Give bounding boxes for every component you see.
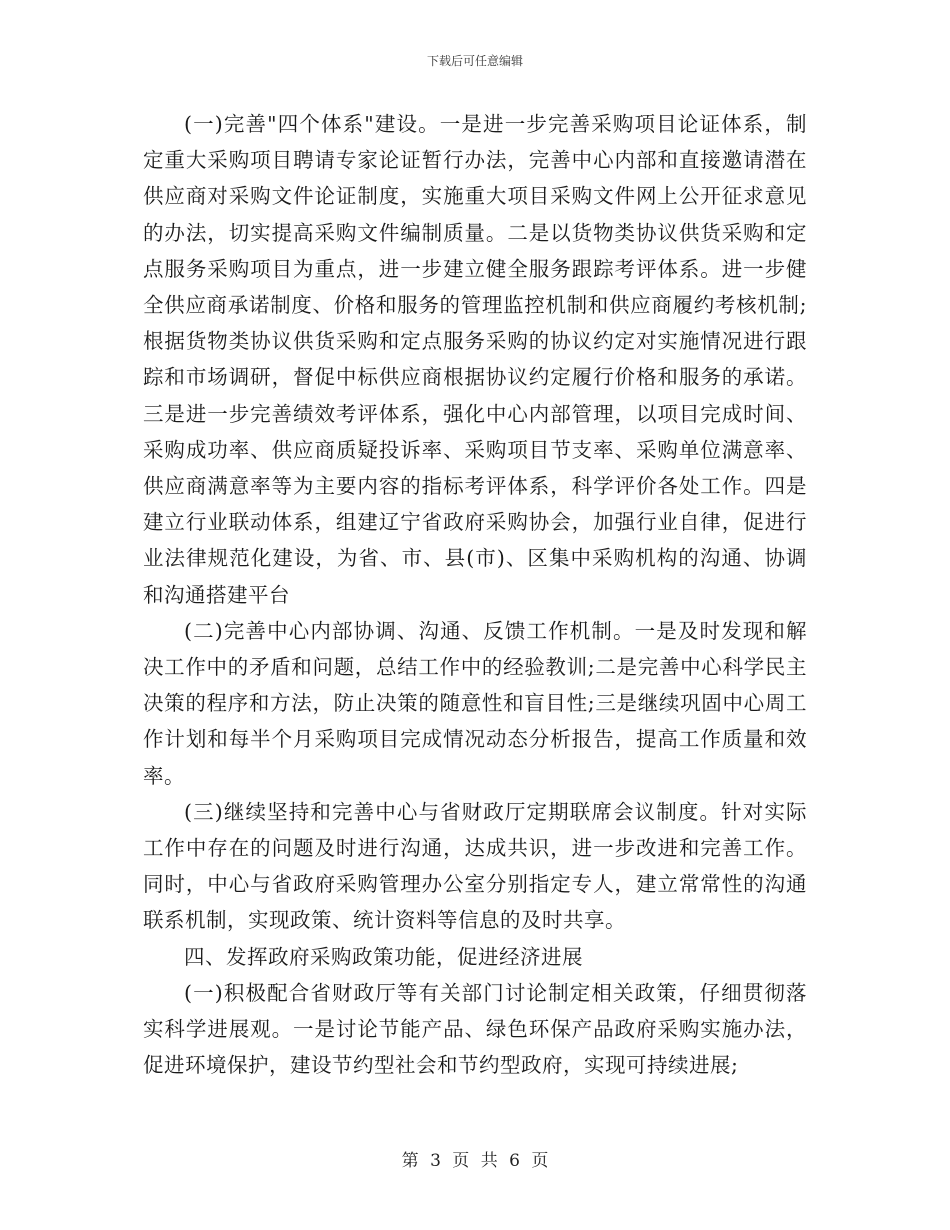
page-number: 第 3 页 共 6 页 xyxy=(401,1151,549,1171)
section-heading: 四、发挥政府采购政策功能，促进经济进展 xyxy=(184,944,583,969)
page-header: 下载后可任意编辑 xyxy=(426,54,523,68)
paragraph-2: (二)完善中心内部协调、沟通、反馈工作机制。一是及时发现和解决工作中的矛盾和问题，总结工作中的经验教训;二是完善中心科学民主决策的程序和方法，防止决策的随意性和盲目性;三是继续巩固中心周工作计划和每半个月采购项目完成情况动态分析报告，提高工作质量和效率。 xyxy=(143,618,807,788)
document-body xyxy=(143,106,807,1083)
paragraph-4: (一)积极配合省财政厅等有关部门讨论制定相关政策，仔细贯彻落实科学进展观。一是讨论节能产品、绿色环保产品政府采购实施办法，促进环境保护，建设节约型社会和节约型政府，实现可持续进展; xyxy=(143,980,807,1078)
paragraph-1: (一)完善"四个体系"建设。一是进一步完善采购项目论证体系，制定重大采购项目聘请专家论证暂行办法，完善中心内部和直接邀请潜在供应商对采购文件论证制度，实施重大项目采购文件网上公开征求意见的办法，切实提高采购文件编制质量。二是以货物类协议供货采购和定点服务采购项目为重点，进一步建立健全服务跟踪考评体系。进一步健全供应商承诺制度、价格和服务的管理监控机制和供应商履约考核机制;根据货物类协议供货采购和定点服务采购的协议约定对实施情况进行跟踪和市场调研，督促中标供应商根据协议约定履行价格和服务的承诺。三是进一步完善绩效考评体系，强化中心内部管理，以项目完成时间、采购成功率、供应商质疑投诉率、采购项目节支率、采购单位满意率、供应商满意率等为主要内容的指标考评体系，科学评价各处工作。四是建立行业联动体系，组建辽宁省政府采购协会，加强行业自律，促进行业法律规范化建设，为省、市、县(市)、区集中采购机构的沟通、协调和沟通搭建平台 xyxy=(143,112,807,607)
paragraph-3: (三)继续坚持和完善中心与省财政厅定期联席会议制度。针对实际工作中存在的问题及时进行沟通，达成共识，进一步改进和完善工作。同时，中心与省政府采购管理办公室分别指定专人，建立常常性的沟通联系机制，实现政策、统计资料等信息的及时共享。 xyxy=(143,799,807,933)
